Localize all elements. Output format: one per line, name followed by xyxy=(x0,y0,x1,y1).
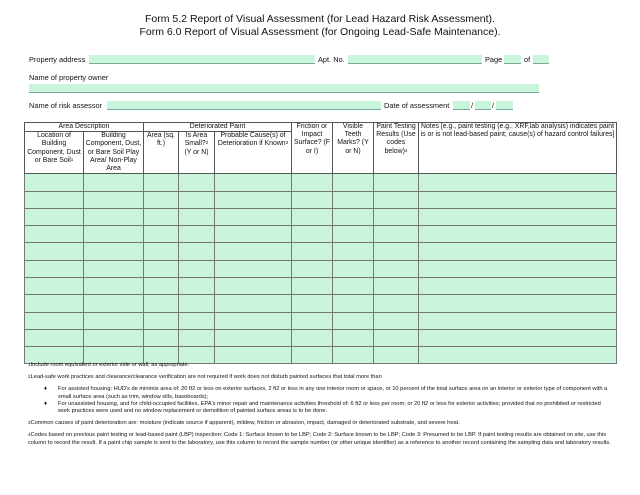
date-separator: / xyxy=(471,101,474,110)
table-cell[interactable] xyxy=(333,329,374,346)
footnote-2 xyxy=(28,374,613,381)
table-row xyxy=(25,278,617,295)
table-cell[interactable] xyxy=(179,226,215,243)
table-cell[interactable] xyxy=(419,243,617,260)
table-cell[interactable] xyxy=(333,278,374,295)
small-area-header-text: Is Area Small? xyxy=(184,132,208,148)
table-cell[interactable] xyxy=(419,208,617,225)
footnote-marker: 4 xyxy=(28,432,31,438)
table-cell[interactable] xyxy=(215,260,292,277)
table-cell[interactable] xyxy=(215,312,292,329)
table-cell[interactable] xyxy=(333,295,374,312)
table-cell[interactable] xyxy=(374,208,419,225)
table-cell[interactable] xyxy=(419,191,617,208)
footnote-3-text: Common causes of paint deterioration are: moisture (indicate source if apparent), mildew, friction or abrasion, impact, damaged or deteriorated substrate, and severe heat. xyxy=(30,420,460,427)
table-cell[interactable] xyxy=(374,243,419,260)
table-cell[interactable] xyxy=(84,278,144,295)
footnote-1-text: Include room equivalent or exterior side or wall, as appropriate. xyxy=(30,362,190,368)
table-row xyxy=(25,226,617,243)
footnote-bullet-1 xyxy=(28,386,613,400)
table-row xyxy=(25,243,617,260)
table-row xyxy=(25,312,617,329)
date-label: Date of assessment xyxy=(384,101,450,110)
table-cell[interactable] xyxy=(374,295,419,312)
table-cell[interactable] xyxy=(25,226,84,243)
table-cell[interactable] xyxy=(25,208,84,225)
table-cell[interactable] xyxy=(25,329,84,346)
visual-assessment-table xyxy=(24,122,617,364)
cause-column-header xyxy=(215,132,292,174)
table-body xyxy=(25,174,617,364)
footnote-3 xyxy=(28,420,613,427)
form-title-line-2: Form 6.0 Report of Visual Assessment (for Ongoing Lead-Safe Maintenance). xyxy=(139,26,501,38)
yn-text: (Y or N) xyxy=(184,148,209,156)
table-cell[interactable] xyxy=(215,243,292,260)
table-cell[interactable] xyxy=(419,174,617,191)
page-label: Page xyxy=(485,55,503,64)
table-cell[interactable] xyxy=(179,260,215,277)
apt-no-field[interactable] xyxy=(348,55,482,64)
table-cell[interactable] xyxy=(419,226,617,243)
owner-field[interactable] xyxy=(29,84,539,93)
footnote-ref-2: 2 xyxy=(205,140,209,146)
area-description-header: Area Description xyxy=(25,123,144,132)
table-cell[interactable] xyxy=(419,312,617,329)
table-cell[interactable] xyxy=(374,174,419,191)
table-cell[interactable] xyxy=(179,295,215,312)
table-cell[interactable] xyxy=(144,278,179,295)
table-cell[interactable] xyxy=(292,243,333,260)
date-separator: / xyxy=(492,101,495,110)
table-cell[interactable] xyxy=(25,312,84,329)
table-cell[interactable] xyxy=(84,312,144,329)
notes-column-header: Notes [e.g., paint testing (e.g., XRF,lab analysis) indicates paint is or is not lead-based paint; cause(s) of hazard control failures] xyxy=(419,123,617,174)
table-cell[interactable] xyxy=(144,208,179,225)
bullet-1-text: For assisted housing: HUD's de minimis area of: 20 ft2 or less on exterior surfaces, 2 ft2 or less in any one interior room or space, or 10 percent of the total surface area on an interior or exterior type of component with a small surface area (such as trim, window sills, baseboards); xyxy=(58,386,608,400)
table-cell[interactable] xyxy=(292,312,333,329)
table-cell[interactable] xyxy=(215,174,292,191)
cause-header-text: Probable Cause(s) of Deterioration if Known xyxy=(217,132,286,148)
table-cell[interactable] xyxy=(374,312,419,329)
table-cell[interactable] xyxy=(374,278,419,295)
footnote-2-text: Lead-safe work practices and clearance/clearance verification are not required if work does not disturb painted surfaces that total more than xyxy=(30,374,382,381)
table-row xyxy=(25,208,617,225)
table-cell[interactable] xyxy=(215,191,292,208)
table-row xyxy=(25,329,617,346)
table-cell[interactable] xyxy=(292,226,333,243)
footnote-4 xyxy=(28,432,613,446)
footnote-marker: 3 xyxy=(28,420,31,426)
table-cell[interactable] xyxy=(333,243,374,260)
page-total-field[interactable] xyxy=(533,55,549,64)
footnote-ref-1: 1 xyxy=(70,156,74,162)
table-cell[interactable] xyxy=(144,260,179,277)
table-cell[interactable] xyxy=(292,329,333,346)
owner-label: Name of property owner xyxy=(29,73,109,82)
table-row xyxy=(25,174,617,191)
table-cell[interactable] xyxy=(84,329,144,346)
table-cell[interactable] xyxy=(333,260,374,277)
area-column-header: Area (sq. ft.) xyxy=(144,132,179,174)
footnote-bullet-2 xyxy=(28,401,613,415)
bullet-icon: ♦ xyxy=(44,386,48,393)
property-address-label: Property address xyxy=(29,55,86,64)
location-column-header xyxy=(25,132,84,174)
date-year-field[interactable] xyxy=(496,101,513,110)
footnotes xyxy=(28,362,613,447)
table-cell[interactable] xyxy=(84,243,144,260)
footnote-4-text: Codes based on previous paint testing or lead-based paint (LBP) inspection: Code 1: Surface known to be LBP; Code 2: Surface known to be LBP; Code 3: Presumed to be LBP. If paint testing results are obtained on site, use this column to record the result. If a paint chip sample is sent to the laboratory, use this column to record the sample number (or other unique identifier) as a reference to another record containing the sampling data and laboratory results. xyxy=(28,432,611,446)
table-cell[interactable] xyxy=(374,226,419,243)
table-cell[interactable] xyxy=(144,226,179,243)
table-cell[interactable] xyxy=(179,278,215,295)
table-cell[interactable] xyxy=(215,208,292,225)
table-cell[interactable] xyxy=(25,174,84,191)
form-title-line-1: Form 5.2 Report of Visual Assessment (for Lead Hazard Risk Assessment). xyxy=(145,13,495,25)
friction-column-header: Friction or Impact Surface? (F or I) xyxy=(292,123,333,174)
table-cell[interactable] xyxy=(215,295,292,312)
date-day-field[interactable] xyxy=(475,101,491,110)
table-cell[interactable] xyxy=(144,191,179,208)
table-cell[interactable] xyxy=(292,260,333,277)
table-cell[interactable] xyxy=(25,243,84,260)
table-cell[interactable] xyxy=(292,208,333,225)
table-cell[interactable] xyxy=(215,329,292,346)
table-cell[interactable] xyxy=(179,243,215,260)
table-cell[interactable] xyxy=(179,174,215,191)
table-cell[interactable] xyxy=(292,174,333,191)
table-cell[interactable] xyxy=(84,226,144,243)
table-cell[interactable] xyxy=(292,295,333,312)
deteriorated-paint-header: Deteriorated Paint xyxy=(144,123,292,132)
table-cell[interactable] xyxy=(144,174,179,191)
table-cell[interactable] xyxy=(419,278,617,295)
footnote-ref-4: 4 xyxy=(404,147,408,153)
footnote-1 xyxy=(28,362,613,369)
table-cell[interactable] xyxy=(215,226,292,243)
table-cell[interactable] xyxy=(25,191,84,208)
table-cell[interactable] xyxy=(419,260,617,277)
bullet-2-text: For unassisted housing, and for child-occupied facilities, EPA's minor repair and maintenance activities threshold of: 6 ft2 or less per room; or 20 ft2 or less for exterior activities; provided that no prohibited or restricted work practices were used and no window replacement or demolition of painted surface areas is to be done. xyxy=(58,400,601,415)
table-cell[interactable] xyxy=(419,329,617,346)
table-cell[interactable] xyxy=(144,312,179,329)
table-cell[interactable] xyxy=(179,329,215,346)
apt-no-label: Apt. No. xyxy=(318,55,345,64)
table-cell[interactable] xyxy=(84,208,144,225)
table-cell[interactable] xyxy=(292,191,333,208)
building-component-column-header: Building Component, Dust, or Bare Soil Play Area/ Non-Play Area xyxy=(84,132,144,174)
table-cell[interactable] xyxy=(333,208,374,225)
table-cell[interactable] xyxy=(179,208,215,225)
table-row xyxy=(25,295,617,312)
table-cell[interactable] xyxy=(333,174,374,191)
location-header-text: Location of Building Component, Dust or Bare Soil xyxy=(27,132,81,164)
table-cell[interactable] xyxy=(419,295,617,312)
teeth-marks-column-header: Visible Teeth Marks? (Y or N) xyxy=(333,123,374,174)
table-cell[interactable] xyxy=(25,278,84,295)
table-cell[interactable] xyxy=(84,174,144,191)
table-cell[interactable] xyxy=(84,260,144,277)
date-month-field[interactable] xyxy=(453,101,470,110)
table-row xyxy=(25,191,617,208)
table-cell[interactable] xyxy=(333,226,374,243)
small-area-column-header xyxy=(179,132,215,174)
of-label: of xyxy=(524,55,531,64)
table-cell[interactable] xyxy=(84,191,144,208)
testing-column-header xyxy=(374,123,419,174)
table-cell[interactable] xyxy=(292,278,333,295)
table-cell[interactable] xyxy=(374,191,419,208)
table-cell[interactable] xyxy=(333,312,374,329)
table-cell[interactable] xyxy=(374,260,419,277)
assessor-field[interactable] xyxy=(107,101,381,110)
table-cell[interactable] xyxy=(84,295,144,312)
property-address-field[interactable] xyxy=(89,55,315,64)
footnote-marker: 1 xyxy=(28,362,31,367)
table-cell[interactable] xyxy=(179,191,215,208)
footnote-marker: 2 xyxy=(28,374,31,380)
table-cell[interactable] xyxy=(374,329,419,346)
assessor-label: Name of risk assessor xyxy=(29,101,103,110)
testing-header-text: Paint Testing Results (Use codes below) xyxy=(376,123,416,155)
table-cell[interactable] xyxy=(333,191,374,208)
table-cell[interactable] xyxy=(144,295,179,312)
table-row xyxy=(25,260,617,277)
table-cell[interactable] xyxy=(144,243,179,260)
footnote-ref-3: 3 xyxy=(285,140,289,146)
table-cell[interactable] xyxy=(215,278,292,295)
table-cell[interactable] xyxy=(25,260,84,277)
page-number-field[interactable] xyxy=(504,55,521,64)
table-cell[interactable] xyxy=(25,295,84,312)
table-cell[interactable] xyxy=(179,312,215,329)
bullet-icon: ♦ xyxy=(44,400,48,407)
table-cell[interactable] xyxy=(144,329,179,346)
